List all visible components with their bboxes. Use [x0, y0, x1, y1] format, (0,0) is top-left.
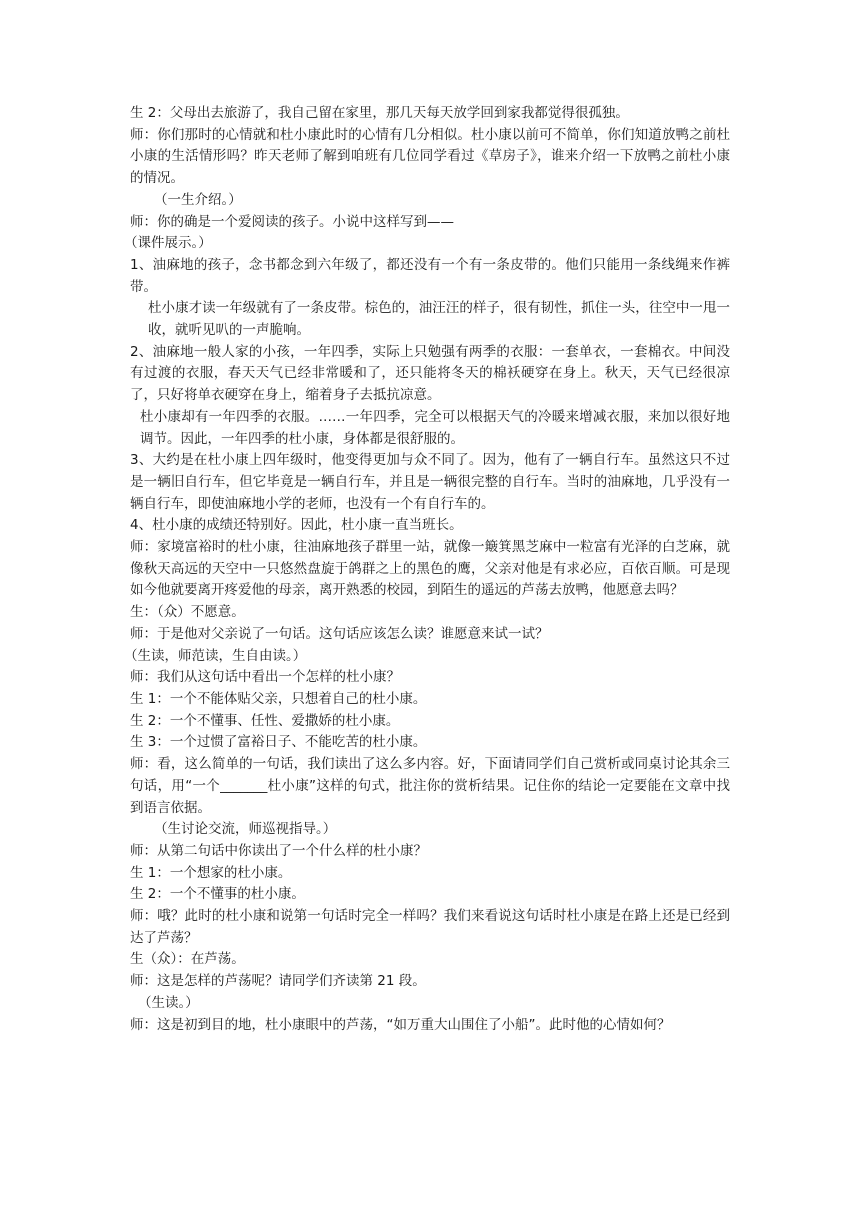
- paragraph: 师：家境富裕时的杜小康，往油麻地孩子群里一站，就像一簸箕黑芝麻中一粒富有光泽的白芝麻，就像秋天高远的天空中一只悠然盘旋于鸽群之上的黑色的鹰，父亲对他是有求必应，百依百顺。可是现如今他就要离开疼爱他的母亲，离开熟悉的校园，到陌生的遥远的芦荡去放鸭，他愿意去吗？: [130, 539, 730, 599]
- paragraph: 生 2：一个不懂事的杜小康。: [130, 886, 305, 903]
- paragraph: 师：哦？此时的杜小康和说第一句话时完全一样吗？我们来看说这句话时杜小康是在路上还是已经到达了芦荡？: [130, 908, 730, 946]
- paragraph: 2、油麻地一般人家的小孩，一年四季，实际上只勉强有两季的衣服：一套单衣，一套棉衣。中间没有过渡的衣服，春天天气已经非常暖和了，还只能将冬天的棉袄硬穿在身上。秋天，天气已经很凉了，只好将单衣硬穿在身上，缩着身子去抵抗凉意。: [130, 343, 730, 404]
- paragraph: 生 1：一个不能体贴父亲，只想着自己的杜小康。: [130, 690, 427, 707]
- paragraph: 师：这是初到目的地，杜小康眼中的芦荡，“如万重大山围住了小船”。此时他的心情如何？: [130, 1016, 671, 1033]
- paragraph: 师：你们那时的心情就和杜小康此时的心情有几分相似。杜小康以前可不简单，你们知道放鸭之前杜小康的生活情形吗？昨天老师了解到咱班有几位同学看过《草房子》，谁来介绍一下放鸭之前杜小康的情况。: [130, 126, 730, 187]
- paragraph: （生读。）: [138, 994, 199, 1011]
- paragraph: 师：于是他对父亲说了一句话。这句话应该怎么读？谁愿意来试一试？: [130, 625, 549, 642]
- paragraph: 师：从第二句话中你读出了一个什么样的杜小康？: [130, 842, 427, 859]
- paragraph: 生 2：一个不懂事、任性、爱撒娇的杜小康。: [130, 712, 400, 729]
- paragraph: 生（众）：在芦荡。: [130, 951, 245, 968]
- paragraph: 师：这是怎样的芦荡呢？请同学们齐读第 21 段。: [130, 973, 426, 990]
- paragraph: 3、大约是在杜小康上四年级时，他变得更加与众不同了。因为，他有了一辆自行车。虽然这只不过是一辆旧自行车，但它毕竟是一辆自行车，并且是一辆很完整的自行车。当时的油麻地，几乎没有一辆自行车，即使油麻地小学的老师，也没有一个有自行车的。: [130, 452, 730, 512]
- paragraph: （一生介绍。）: [154, 191, 242, 208]
- paragraph: 生 3：一个过惯了富裕日子、不能吃苦的杜小康。: [130, 734, 427, 751]
- paragraph: （课件展示。）: [124, 235, 212, 252]
- paragraph: 师：看，这么简单的一句话，我们读出了这么多内容。好，下面请同学们自己赏析或同桌讨论其余三句话，用“一个_______杜小康”这样的句式，批注你的赏析结果。记住你的结论一定要能在文章中找到语言依据。: [130, 756, 730, 816]
- paragraph: 4、杜小康的成绩还特别好。因此，杜小康一直当班长。: [130, 517, 463, 534]
- paragraph: 生 1：一个想家的杜小康。: [130, 864, 292, 881]
- paragraph: （生读，师范读，生自由读。）: [124, 647, 307, 664]
- paragraph: 1、油麻地的孩子，念书都念到六年级了，都还没有一个有一条皮带的。他们只能用一条线绳来作裤带。: [130, 256, 730, 295]
- paragraph: 师：我们从这句话中看出一个怎样的杜小康？: [130, 669, 400, 686]
- paragraph: 师：你的确是一个爱阅读的孩子。小说中这样写到——: [130, 213, 454, 230]
- document-body: [124, 103, 730, 1036]
- paragraph: 杜小康才读一年级就有了一条皮带。棕色的，油汪汪的样子，很有韧性，抓住一头，往空中一甩一收，就听见叭的一声脆响。: [148, 300, 730, 339]
- paragraph: 生 2：父母出去旅游了，我自己留在家里，那几天每天放学回到家我都觉得很孤独。: [130, 105, 629, 121]
- paragraph: （生讨论交流，师巡视指导。）: [154, 821, 337, 838]
- paragraph: 生：（众）不愿意。: [130, 604, 245, 621]
- paragraph: 杜小康却有一年四季的衣服。……一年四季，完全可以根据天气的冷暖来增减衣服，来加以很好地调节。因此，一年四季的杜小康，身体都是很舒服的。: [140, 408, 730, 447]
